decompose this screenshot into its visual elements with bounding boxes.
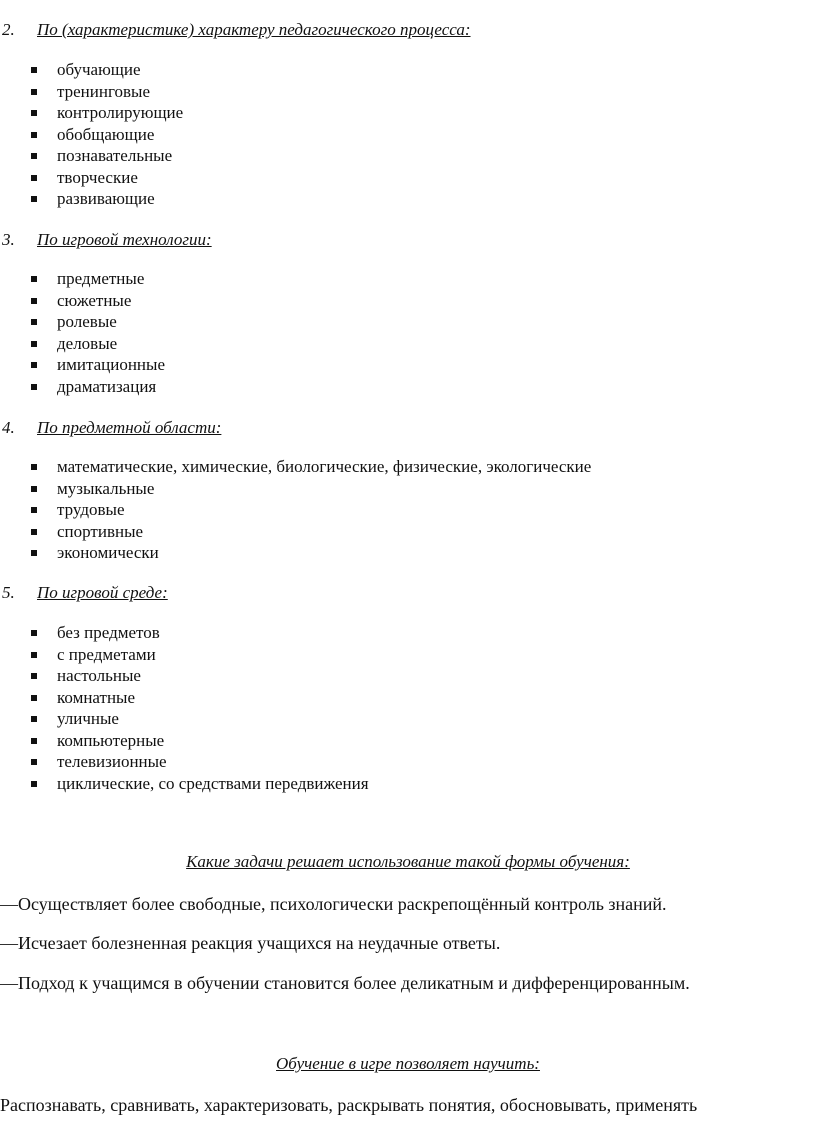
- section-heading: По предметной области:: [37, 418, 222, 437]
- list-item: [0, 708, 369, 730]
- list-item: [0, 456, 591, 478]
- list-item: [0, 290, 165, 312]
- square-bullet-icon: [31, 276, 37, 282]
- square-bullet-icon: [31, 781, 37, 787]
- list-item: [0, 354, 165, 376]
- square-bullet-icon: [31, 319, 37, 325]
- list-item: [0, 644, 369, 666]
- list-item: [0, 542, 591, 564]
- learning-heading: [0, 1053, 816, 1075]
- list-item-text: развивающие: [57, 189, 155, 208]
- square-bullet-icon: [31, 529, 37, 535]
- tasks-heading: [0, 851, 816, 873]
- list-item-text: познавательные: [57, 146, 173, 165]
- list-item: [0, 333, 165, 355]
- square-bullet-icon: [31, 738, 37, 744]
- list-item-text: сюжетные: [57, 290, 132, 310]
- list-item-text: обучающие: [57, 60, 141, 79]
- list-item-text: имитационные: [57, 355, 165, 374]
- square-bullet-icon: [31, 341, 37, 347]
- section-number: 4.: [2, 418, 15, 437]
- section-heading: По игровой среде:: [37, 583, 168, 602]
- task-item: —Подход к учащимся в обучении становится более деликатным и дифференцированным.: [0, 973, 690, 993]
- square-bullet-icon: [31, 89, 37, 95]
- list-item-text: настольные: [57, 666, 141, 685]
- square-bullet-icon: [31, 652, 37, 658]
- bullet-list: [0, 456, 591, 564]
- list-item: [0, 622, 369, 644]
- list-item-text: комнатные: [57, 687, 136, 707]
- square-bullet-icon: [31, 673, 37, 679]
- square-bullet-icon: [31, 507, 37, 513]
- square-bullet-icon: [31, 298, 37, 304]
- list-item: [0, 730, 369, 752]
- list-item: [0, 773, 369, 795]
- square-bullet-icon: [31, 67, 37, 73]
- square-bullet-icon: [31, 486, 37, 492]
- list-item-text: драматизация: [57, 376, 157, 396]
- list-item-text: творческие: [57, 167, 138, 187]
- square-bullet-icon: [31, 362, 37, 368]
- learning-heading-text: Обучение в игре позволяет научить:: [276, 1054, 540, 1073]
- bullet-list: [0, 268, 165, 397]
- list-item: [0, 311, 165, 333]
- square-bullet-icon: [31, 175, 37, 181]
- list-item-text: экономически: [57, 543, 159, 562]
- square-bullet-icon: [31, 550, 37, 556]
- square-bullet-icon: [31, 110, 37, 116]
- list-item-text: уличные: [57, 709, 119, 728]
- learning-text: Распознавать, сравнивать, характеризовать, раскрывать понятия, обосновывать, применять: [0, 1095, 698, 1115]
- list-item: [0, 102, 183, 124]
- list-item: [0, 687, 369, 709]
- square-bullet-icon: [31, 153, 37, 159]
- list-item-text: деловые: [57, 333, 118, 353]
- list-item: [0, 167, 183, 189]
- list-item-text: телевизионные: [57, 752, 167, 771]
- list-item: [0, 478, 591, 500]
- tasks-heading-text: Какие задачи решает использование такой формы обучения:: [186, 852, 630, 871]
- section-number: 2.: [2, 20, 15, 39]
- list-item: [0, 665, 369, 687]
- list-item-text: с предметами: [57, 644, 156, 664]
- list-item: [0, 751, 369, 773]
- square-bullet-icon: [31, 196, 37, 202]
- list-item: [0, 59, 183, 81]
- list-item-text: ролевые: [57, 312, 117, 331]
- task-item: —Исчезает болезненная реакция учащихся на неудачные ответы.: [0, 933, 501, 953]
- task-item: —Осуществляет более свободные, психологически раскрепощённый контроль знаний.: [0, 894, 667, 914]
- list-item-text: тренинговые: [57, 81, 151, 101]
- square-bullet-icon: [31, 384, 37, 390]
- list-item: [0, 268, 165, 290]
- list-item-text: компьютерные: [57, 730, 165, 750]
- section-number: 3.: [2, 230, 15, 249]
- list-item: [0, 188, 183, 210]
- list-item-text: математические, химические, биологические, физические, экологические: [57, 457, 592, 476]
- list-item-text: без предметов: [57, 623, 160, 642]
- list-item: [0, 145, 183, 167]
- square-bullet-icon: [31, 759, 37, 765]
- list-item: [0, 124, 183, 146]
- section-number: 5.: [2, 583, 15, 602]
- list-item: [0, 499, 591, 521]
- list-item: [0, 81, 183, 103]
- bullet-list: [0, 59, 183, 210]
- list-item-text: музыкальные: [57, 478, 155, 498]
- list-item: [0, 521, 591, 543]
- square-bullet-icon: [31, 132, 37, 138]
- list-item-text: трудовые: [57, 500, 125, 519]
- square-bullet-icon: [31, 695, 37, 701]
- list-item: [0, 376, 165, 398]
- bullet-list: [0, 622, 369, 794]
- list-item-text: обобщающие: [57, 124, 155, 144]
- square-bullet-icon: [31, 630, 37, 636]
- list-item-text: спортивные: [57, 521, 144, 541]
- section-heading: По (характеристике) характеру педагогического процесса:: [37, 20, 471, 39]
- list-item-text: контролирующие: [57, 103, 184, 122]
- square-bullet-icon: [31, 464, 37, 470]
- list-item-text: предметные: [57, 269, 145, 288]
- section-heading: По игровой технологии:: [37, 230, 212, 249]
- list-item-text: циклические, со средствами передвижения: [57, 773, 369, 793]
- square-bullet-icon: [31, 716, 37, 722]
